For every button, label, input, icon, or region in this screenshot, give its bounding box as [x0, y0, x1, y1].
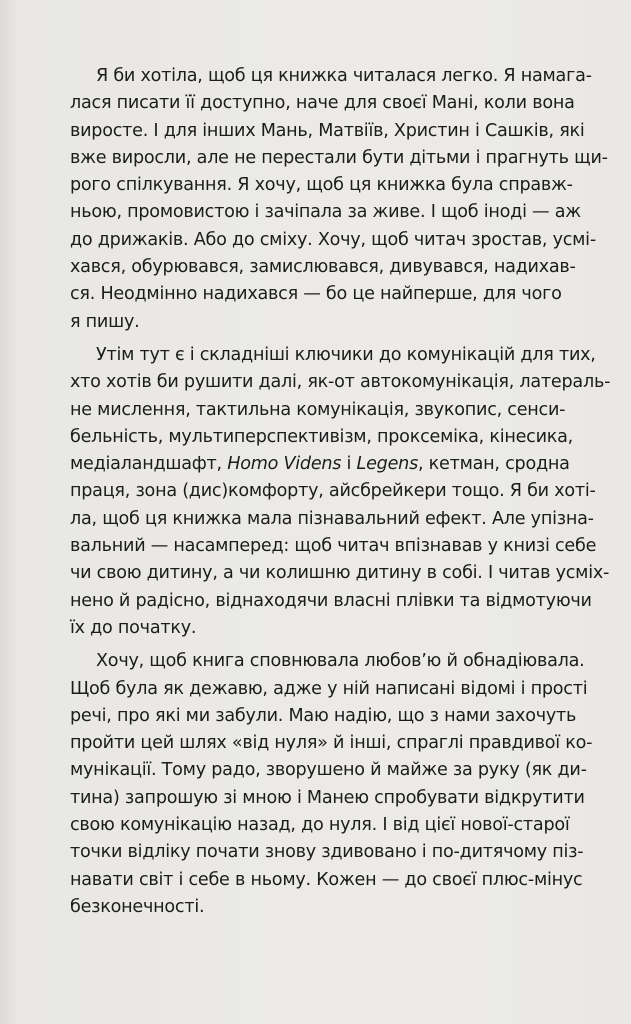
- text-line: хався, обурювався, замислювався, дивувався, надихав-: [70, 257, 576, 278]
- text-line: точки відліку почати знову здивовано і по-дитячому піз-: [70, 842, 584, 863]
- text-line: рого спілкування. Я хочу, щоб ця книжка була справж-: [70, 175, 573, 196]
- text-line: Утім тут є і складніші ключики до комунікацій для тих,: [96, 344, 596, 365]
- text-line: вальний — насамперед: щоб читач впізнавав у книзі себе: [70, 536, 597, 557]
- paragraph-3: [70, 648, 593, 921]
- italic-term: Homo Videns: [227, 454, 342, 475]
- text-line: лася писати її доступно, наче для своєї Мані, коли вона: [70, 93, 575, 114]
- text-line: Хочу, щоб книга сповнювала любов’ю й обнадіювала.: [96, 651, 585, 672]
- paragraph-2: [70, 342, 611, 642]
- text-line-with-italics: [70, 451, 570, 478]
- paragraph-1: [70, 63, 608, 336]
- text-line: бельність, мультиперспективізм, проксеміка, кінесика,: [70, 426, 574, 447]
- text-line: вже виросли, але не перестали бути дітьми і прагнуть щи-: [70, 147, 608, 168]
- text-line: до дрижаків. Або до сміху. Хочу, щоб читач зростав, усмі-: [70, 229, 596, 250]
- text-body: [70, 63, 611, 921]
- text-line: не мислення, тактильна комунікація, звукопис, сенси-: [70, 399, 566, 420]
- text-line: ньою, промовистою і зачіпала за живе. І щоб іноді — аж: [70, 202, 581, 223]
- text-line: чи свою дитину, а чи колишню дитину в собі. І читав усміх-: [70, 563, 610, 584]
- text-line: виросте. І для інших Мань, Матвіїв, Христин і Сашків, які: [70, 120, 585, 141]
- text-line: Щоб була як дежавю, адже у ній написані відомі і прості: [70, 678, 588, 699]
- text-line: їх до початку.: [70, 617, 197, 638]
- text-line: речі, про які ми забули. Маю надію, що з нами захочуть: [70, 705, 577, 726]
- italic-term: Legens: [356, 454, 418, 475]
- text-line: свою комунікацію назад, до нуля. І від цієї нової-старої: [70, 815, 570, 836]
- text-line: нено й радісно, віднаходячи власні плівки та відмотуючи: [70, 590, 592, 611]
- text-run: і: [341, 454, 357, 475]
- text-line: я пишу.: [70, 311, 140, 332]
- text-line: ла, щоб ця книжка мала пізнавальний ефект. Але упізна-: [70, 508, 594, 529]
- text-line: хто хотів би рушити далі, як-от автокомунікація, латераль-: [70, 372, 611, 393]
- text-run: медіаландшафт,: [70, 454, 228, 475]
- text-line: тина) запрошую зі мною і Манею спробувати відкрутити: [70, 787, 585, 808]
- text-line: ся. Неодмінно надихався — бо це найперше, для чого: [70, 284, 562, 305]
- text-line: безконечності.: [70, 896, 205, 917]
- text-line: Я би хотіла, щоб ця книжка читалася легко. Я намага-: [96, 66, 592, 86]
- text-line: мунікації. Тому радо, зворушено й майже за руку (як ди-: [70, 760, 587, 781]
- text-line: пройти цей шлях «від нуля» й інші, спраглі правдивої ко-: [70, 733, 593, 754]
- text-line: праця, зона (дис)комфорту, айсбрейкери тощо. Я би хоті-: [70, 481, 596, 502]
- text-run: , кетман, сродна: [417, 454, 570, 475]
- text-line: навати світ і себе в ньому. Кожен — до своєї плюс-мінус: [70, 869, 583, 890]
